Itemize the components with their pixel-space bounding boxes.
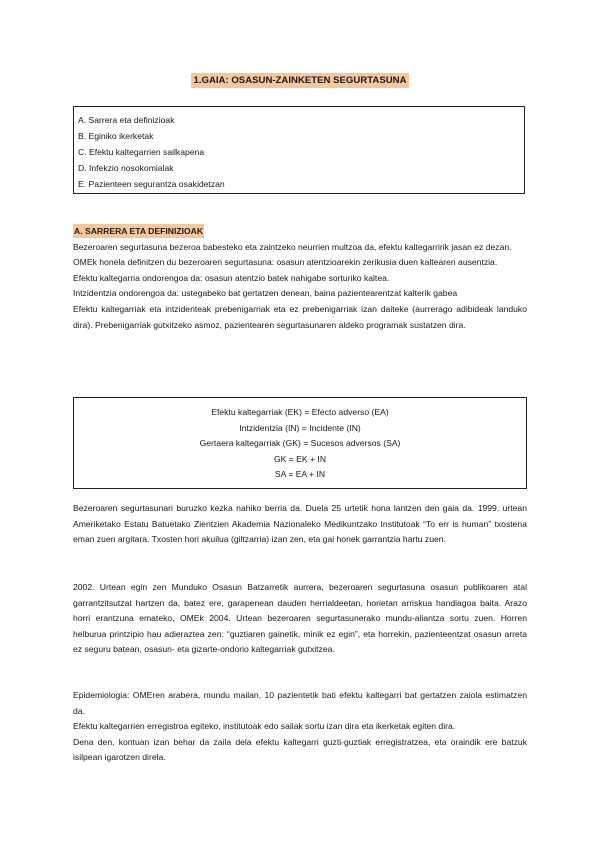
toc-item: B. Eginiko ikerketak (78, 131, 154, 141)
toc-item: A. Sarrera eta definizioak (78, 115, 175, 125)
formula-line: Gertaera kaltegarriak (GK) = Sucesos adversos (SA) (199, 438, 401, 449)
formula-line: Intzidentzia (IN) = Incidente (IN) (239, 422, 361, 433)
paragraph: Efektu kaltegarria ondorengoa da: osasun atentzio batek nahigabe sorturiko kaltea. (73, 272, 390, 283)
toc-item: D. Infekzio nosokomialak (78, 163, 174, 173)
formula-line: Efektu kaltegarriak (EK) = Efecto adverso (EA) (211, 407, 389, 417)
paragraph: Bezeroaren segurtasunari buruzko kezka nahiko berria da. Duela 25 urtetik hona lantzen den gaia da. 1999. urtean Ameriketako Estatu Batuetako Zientzien Akademia Nazionaleko Medikuntzako Institutoak “To err is human” txostena eman zuen argitara. Txosten hori akuilua (giltzarria) izan zen, eta gai honek garrantzia hartu zuen. (73, 503, 527, 545)
paragraph: Dena den, kontuan izan behar da zaila dela efektu kaltegarri guzti-guztiak erregistratzea, eta oraindik ere batzuk isilpean igarotzen direla. (73, 736, 527, 763)
section-heading: A. SARRERA ETA DEFINIZIOAK (74, 226, 204, 236)
body-text-1 (73, 501, 527, 548)
section-a (73, 224, 527, 333)
body-text-3 (73, 688, 527, 766)
table-of-contents (73, 106, 525, 194)
paragraph: Bezeroaren segurtasuna bezeroa babesteko eta zaintzeko neurrien multzoa da, efektu kaltegarririk jasan ez dezan. (73, 241, 512, 252)
body-text-2 (73, 580, 527, 658)
paragraph: Efektu kaltegarrien erregistroa egiteko, institutoak edo sailak sortu izan dira eta ikerketak egiten dira. (73, 721, 456, 732)
formula-line: SA = EA + IN (274, 469, 326, 480)
toc-item: E. Pazienteen segurantza osakidetzan (78, 179, 225, 189)
paragraph: OMEk honela definitzen du bezeroaren segurtasuna: osasun atentzioarekin zerikusia duen kaltearen ausentzia. (73, 257, 498, 268)
paragraph: 2002. Urtean egin zen Munduko Osasun Batzarretik aurrera, bezeroaren segurtasuna osasun publikoaren atal garrantzitsutzat hartzen da, batez ere, garapenean dauden herrialdeetan, horietan arriskua handiagoa baita. Arazo horri erantzuna emateko, OMEk 2004. Urtean bezeroaren segurtasunerako mundu-aliantza sortu zuen. Horren helburua printzipio hau adieraztea zen: “guztiaren gainetik, minik ez egin”, eta horrekin, pazienteentzat osasun arreta ez seguru batean, osasun- eta gizarte-ondorio kaltegarriak gutxitzea. (73, 582, 527, 655)
toc-item: C. Efektu kaltegarrien sailkapena (78, 147, 205, 157)
formula-line: GK = EK + IN (273, 453, 327, 464)
paragraph: Efektu kaltegarriak eta intzidenteak prebenigarriak eta ez prebenigarriak izan daiteke (aurrerago adibideak landuko dira). Prebenigarriak gutxitzeko asmoz, pazientearen segurtasunaren aldeko programak sustatzen dira. (73, 303, 527, 330)
paragraph: Epidemiologia: OMEren arabera, mundu mailan, 10 pazientetik bati efektu kaltegarri bat gertatzen zaiola estimatzen da. (73, 690, 527, 716)
page-title: 1.GAIA: OSASUN-ZAINKETEN SEGURTASUNA (193, 75, 407, 86)
paragraph: Intzidentzia ondorengoa da: ustegabeko bat gertatzen denean, baina pazientearentzat kalterik gabea (73, 288, 458, 299)
formula-box (73, 397, 527, 489)
